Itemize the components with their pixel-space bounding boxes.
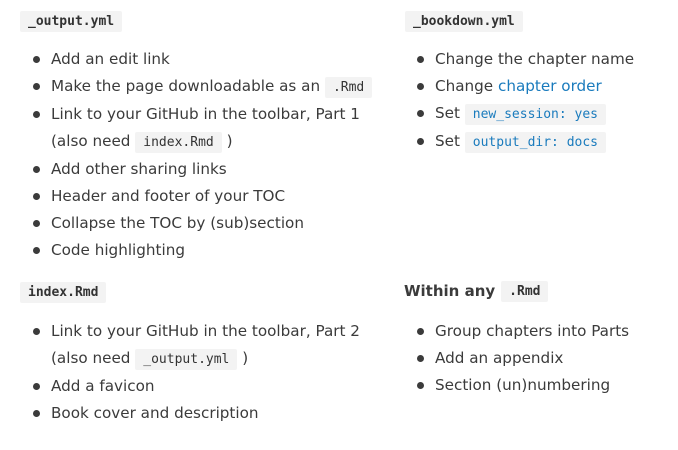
- list-item-text-suffix: ): [242, 349, 249, 367]
- list-item-text: Add other sharing links: [51, 160, 227, 178]
- list-item: [417, 100, 675, 128]
- bookdown-yml-list: [417, 46, 675, 156]
- list-item-text: Book cover and description: [51, 404, 259, 422]
- within-any-rmd-section: [404, 280, 675, 394]
- list-item: [417, 73, 675, 100]
- list-item: [33, 156, 390, 183]
- list-item: [33, 183, 390, 210]
- bookdown-yml-heading-code: _bookdown.yml: [405, 11, 523, 32]
- list-item-code: new_session: yes: [465, 104, 606, 125]
- index-rmd-list: [33, 318, 390, 427]
- list-item: [417, 46, 675, 73]
- within-any-rmd-list: [417, 318, 675, 399]
- chapter-order-link[interactable]: chapter order: [497, 77, 602, 95]
- within-any-heading-text: Within any: [404, 282, 496, 300]
- list-item-text-prefix: Change: [435, 77, 494, 95]
- list-item: [417, 345, 675, 372]
- list-item: [33, 210, 390, 237]
- list-item-text: Add an edit link: [51, 50, 170, 68]
- output-yml-section: [20, 10, 390, 259]
- index-rmd-section: [20, 281, 390, 422]
- list-item: [417, 372, 675, 399]
- list-item-text: Add a favicon: [51, 377, 155, 395]
- list-item-text: Code highlighting: [51, 241, 185, 259]
- list-item: [33, 73, 390, 101]
- list-item: [417, 318, 675, 345]
- list-item-text: Link to your GitHub in the toolbar, Part 2: [51, 322, 360, 340]
- list-item: [33, 373, 390, 400]
- list-item: [33, 237, 390, 264]
- list-item-text-prefix: Set: [435, 132, 460, 150]
- bookdown-yml-heading: [405, 10, 675, 32]
- list-item-code: index.Rmd: [135, 132, 221, 153]
- list-item-text-prefix: (also need: [51, 349, 131, 367]
- list-item: [417, 128, 675, 156]
- within-any-rmd-heading: [404, 280, 675, 302]
- list-item-text: Group chapters into Parts: [435, 322, 630, 340]
- list-item-code: .Rmd: [325, 77, 372, 98]
- list-item: [33, 318, 390, 373]
- list-item-text-prefix: Set: [435, 104, 460, 122]
- output-yml-heading: [20, 10, 390, 32]
- list-item-text: Make the page downloadable as an: [51, 77, 321, 95]
- list-item-text: Section (un)numbering: [435, 376, 611, 394]
- list-item: [33, 46, 390, 73]
- list-item-text: Add an appendix: [435, 349, 564, 367]
- list-item: [33, 400, 390, 427]
- list-item-text: Header and footer of your TOC: [51, 187, 286, 205]
- output-yml-list: [33, 46, 390, 264]
- list-item-text-suffix: ): [226, 132, 233, 150]
- list-item: [33, 101, 390, 156]
- index-rmd-heading-code: index.Rmd: [20, 282, 106, 303]
- output-yml-heading-code: _output.yml: [20, 11, 122, 32]
- list-item-text: Collapse the TOC by (sub)section: [51, 214, 304, 232]
- list-item-code: output_dir: docs: [465, 132, 606, 153]
- list-item-code: _output.yml: [135, 349, 237, 370]
- bookdown-yml-section: [405, 10, 675, 150]
- within-any-heading-code: .Rmd: [501, 281, 548, 302]
- list-item-text: Link to your GitHub in the toolbar, Part 1: [51, 105, 360, 123]
- list-item-text: Change the chapter name: [435, 50, 635, 68]
- index-rmd-heading: [20, 281, 390, 303]
- list-item-text-prefix: (also need: [51, 132, 131, 150]
